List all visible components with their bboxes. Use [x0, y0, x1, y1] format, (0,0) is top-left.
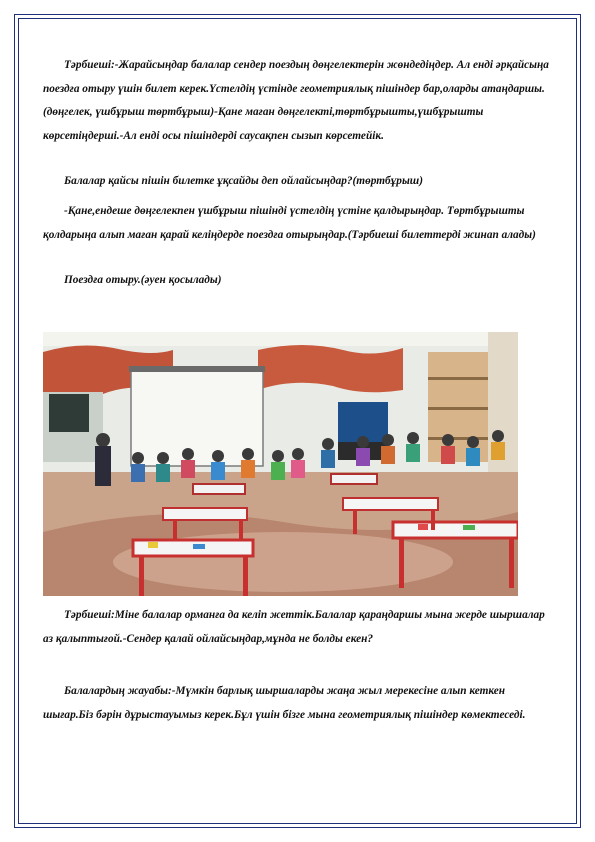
paragraph-question: Балалар қайсы пішін билетке ұқсайды деп ойлайсыңдар?(төртбұрыш): [64, 175, 423, 187]
paragraph-instructions: -Қане,ендеше дөңгелекпен үшбұрыш пішінді үстелдің үстіне қалдырыңдар. Төртбұрышты қолдарыңа алып маған қарай келіңдерде поездға отырыңдар.(Тәрбиеші билеттерді жинап алады): [43, 205, 536, 241]
paragraph-train-ride: Поездға отыру.(әуен қосылады): [64, 274, 222, 286]
paragraph-children-answer: Балалардың жауабы:-Мүмкін барлық шыршаларды жаңа жыл мерекесіне алып кеткен шығар.Біз бәрін дұрыстауымыз керек.Бұл үшін бізге мына геометриялық пішіндер көмектеседі.: [43, 685, 526, 721]
paragraph-teacher-intro: Тәрбиеші:-Жарайсыңдар балалар сендер поездың дөңгелектерін жөндедіңдер. Ал енді әрқайсыңа поездға отыру үшін билет керек.Үстелдің үстінде геометриялық пішіндер бар,оларды атаңдаршы. (дөңгелек, үшбұрыш төртбұрыш)-Қане маған дөңгелекті,төртбұрышты,үшбұрышты көрсетіңдерші.-Ал енді осы пішіндерді саусақпен сызып көрсетейік.: [43, 59, 549, 142]
classroom-photo: [43, 332, 518, 596]
paragraph-forest-arrival: Тәрбиеші:Міне балалар орманға да келіп жеттік.Балалар қараңдаршы мына жерде шыршалар аз қалыптығой.-Сендер қалай ойлайсыңдар,мұнда не болды екен?: [43, 609, 545, 645]
